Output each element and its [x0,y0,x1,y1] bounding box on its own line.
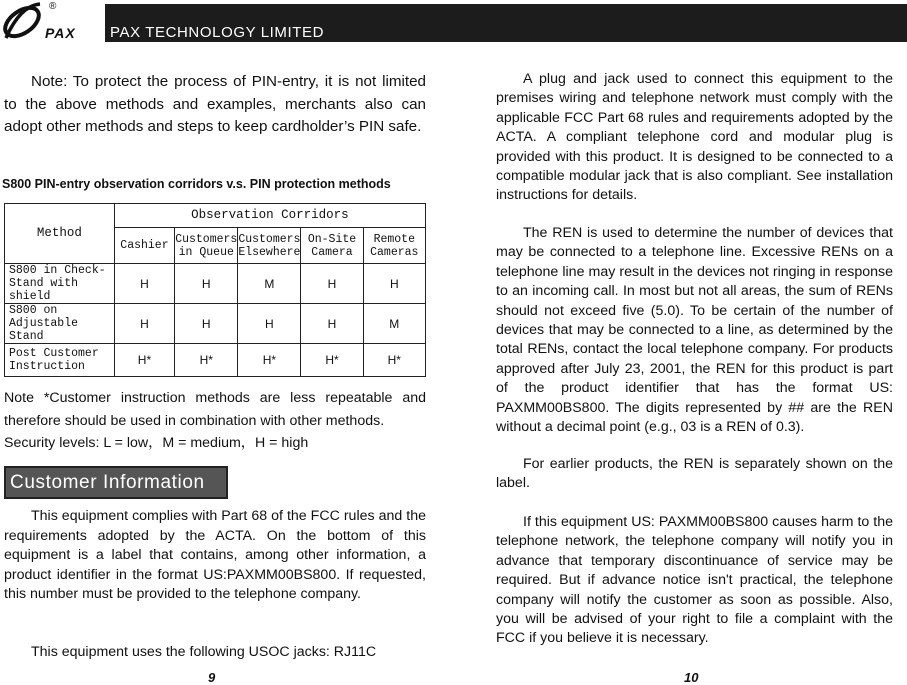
col-customers-queue: Customers in Queue [175,228,238,264]
table-cell: M [363,304,425,344]
table-cell: H [301,264,363,304]
row-method: Post Customer Instruction [5,344,115,377]
usoc-jacks-paragraph: This equipment uses the following USOC jacks: RJ11C [31,644,377,660]
col-customers-elsewhere: Customers Elsewhere [238,228,301,264]
section-heading-text: Customer Information [10,472,205,493]
table-cell: H* [175,344,238,377]
observation-corridors-table [4,203,426,377]
pax-logo [0,0,100,44]
table-cell: H [114,304,175,344]
corridors-header: Observation Corridors [114,204,425,228]
customer-instruction-footnote: Note *Customer instruction methods are less repeatable and therefore should be used in combination with other methods. [4,390,426,429]
method-header: Method [5,204,115,264]
table-row [5,264,426,304]
table-cell: H* [238,344,301,377]
logo-wordmark: PAX [45,25,76,41]
row-method: S800 on Adjustable Stand [5,304,115,344]
table-row [5,344,426,377]
table-cell: M [238,264,301,304]
plug-jack-paragraph: A plug and jack used to connect this equipment to the premises wiring and telephone network must comply with the applicable FCC Part 68 rules and requirements adopted by the ACTA. A compliant telephone cord and modular plug is provided with this product. It is designed to be connected to a compatible modular jack that is also compliant. See installation instructions for details. [496,71,893,204]
table-cell: H [175,264,238,304]
table-cell: H [238,304,301,344]
table-cell: H [363,264,425,304]
header-title: PAX TECHNOLOGY LIMITED [110,24,325,41]
page-number-left: 9 [208,670,216,685]
security-levels: Security levels: L = low，M = medium，H = high [4,435,309,451]
ren-paragraph: The REN is used to determine the number of devices that may be connected to a telephone line. Excessive RENs on a telephone line may result in the devices not ringing in response to an incoming call. In most but not all areas, the sum of RENs should not exceed five (5.0). To be certain of the number of devices that may be connected to a line, as determined by the total RENs, contact the local telephone company. For products approved after July 23, 2001, the REN for this product is part of the product identifier that has the format US: PAXMM00BS800. The digits represented by ## are the REN without a decimal point (e.g., 03 is a REN of 0.3). [496,225,893,436]
col-remote-cameras: Remote Cameras [363,228,425,264]
table-cell: H* [363,344,425,377]
table-cell: H [114,264,175,304]
section-heading-customer-information [4,466,228,499]
table-cell: H* [114,344,175,377]
row-method: S800 in Check-Stand with shield [5,264,115,304]
page-number-right: 10 [684,670,699,685]
registered-mark: ® [49,1,57,12]
fcc-compliance-paragraph: This equipment complies with Part 68 of the FCC rules and the requirements adopted by the ACTA. On the bottom of this equipment is a label that contains, among other information, a product identifier in the format US:PAXMM00BS800. If requested, this number must be provided to the telephone company. [4,508,426,602]
table-cell: H* [301,344,363,377]
col-cashier: Cashier [114,228,175,264]
network-harm-paragraph: If this equipment US: PAXMM00BS800 causes harm to the telephone network, the telephone company will notify you in advance that temporary discontinuance of service may be required. But if advance notice isn't practical, the telephone company will notify the customer as soon as possible. Also, you will be advised of your right to file a complaint with the FCC if you believe it is necessary. [496,514,893,647]
pin-note-paragraph: Note: To protect the process of PIN-entry, it is not limited to the above methods and examples, merchants also can adopt other methods and steps to keep cardholder’s PIN safe. [4,73,426,135]
table-cell: H [175,304,238,344]
pax-logo-mark-icon [0,0,48,44]
table-title: S800 PIN-entry observation corridors v.s. PIN protection methods [2,177,391,191]
table-row [5,304,426,344]
table-cell: H [301,304,363,344]
earlier-products-paragraph: For earlier products, the REN is separately shown on the label. [496,456,893,492]
col-onsite-camera: On-Site Camera [301,228,363,264]
